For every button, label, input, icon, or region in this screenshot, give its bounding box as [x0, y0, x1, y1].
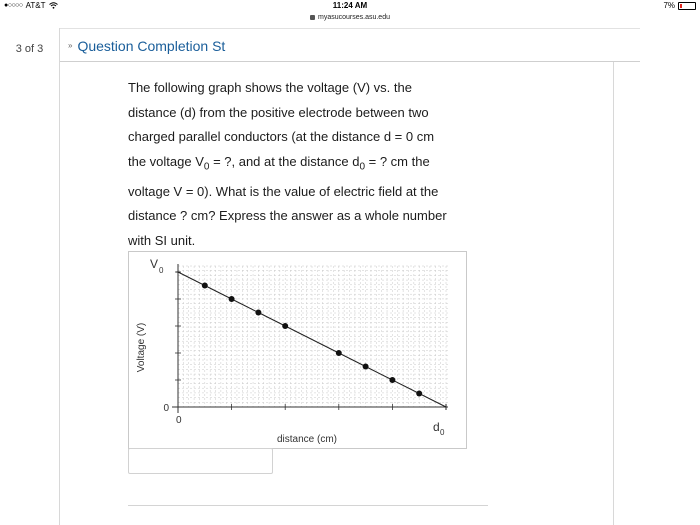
data-point: [336, 350, 342, 356]
page-counter: 3 of 3: [15, 43, 44, 55]
status-bar: [0, 0, 700, 12]
chart-svg: [129, 252, 466, 448]
question-line: distance ? cm? Express the answer as a whole number: [128, 208, 447, 224]
left-divider: [59, 28, 60, 525]
bottom-divider: [128, 505, 488, 506]
y-axis-label: Voltage (V): [136, 322, 147, 373]
section-title: Question Completion St: [77, 38, 226, 54]
x-tick-label-d0: d: [433, 420, 440, 434]
question-line: the voltage $V_0$ = ?, and at the distance $d_0$ = ? cm the: [128, 153, 430, 173]
right-divider: [613, 62, 614, 525]
signal-strength-icon: ●○○○○: [4, 2, 23, 9]
question-line: The following graph shows the voltage (V) vs. the: [128, 80, 412, 95]
data-point: [416, 391, 422, 397]
lock-icon: [310, 15, 315, 20]
question-line: charged parallel conductors (at the distance d = 0 cm: [128, 129, 435, 144]
question-line: distance (d) from the positive electrode between two: [128, 104, 429, 120]
data-point: [255, 310, 261, 316]
status-right: [663, 1, 696, 10]
question-line: voltage V = 0). What is the value of electric field at the: [128, 183, 439, 199]
header-bottom-divider: [60, 61, 640, 62]
question-line: with SI unit.: [128, 232, 196, 248]
y-tick-label-zero: 0: [163, 403, 169, 414]
y-tick-label-v0-sub: 0: [159, 266, 164, 275]
battery-icon: [678, 2, 696, 10]
data-point: [229, 296, 235, 302]
double-chevron-down-icon: »: [68, 41, 73, 50]
carrier-name: AT&T: [25, 1, 46, 10]
data-point: [282, 323, 288, 329]
y-tick-label-v0: V: [150, 257, 159, 271]
x-axis-label: distance (cm): [276, 434, 338, 445]
header-top-divider: [60, 28, 640, 29]
clock: 11:24 AM: [332, 1, 368, 10]
address-bar[interactable]: [0, 14, 700, 21]
address-url: myasucourses.asu.edu: [318, 14, 390, 21]
battery-percent: 7%: [663, 1, 675, 10]
x-tick-label-d0-sub: 0: [440, 428, 445, 437]
question-text: [128, 76, 473, 253]
data-point: [389, 377, 395, 383]
voltage-distance-graph: [128, 251, 467, 449]
data-point: [202, 283, 208, 289]
data-point: [363, 364, 369, 370]
x-tick-label-zero: 0: [176, 415, 182, 426]
answer-input[interactable]: [128, 448, 273, 474]
section-header-toggle[interactable]: [68, 36, 225, 56]
